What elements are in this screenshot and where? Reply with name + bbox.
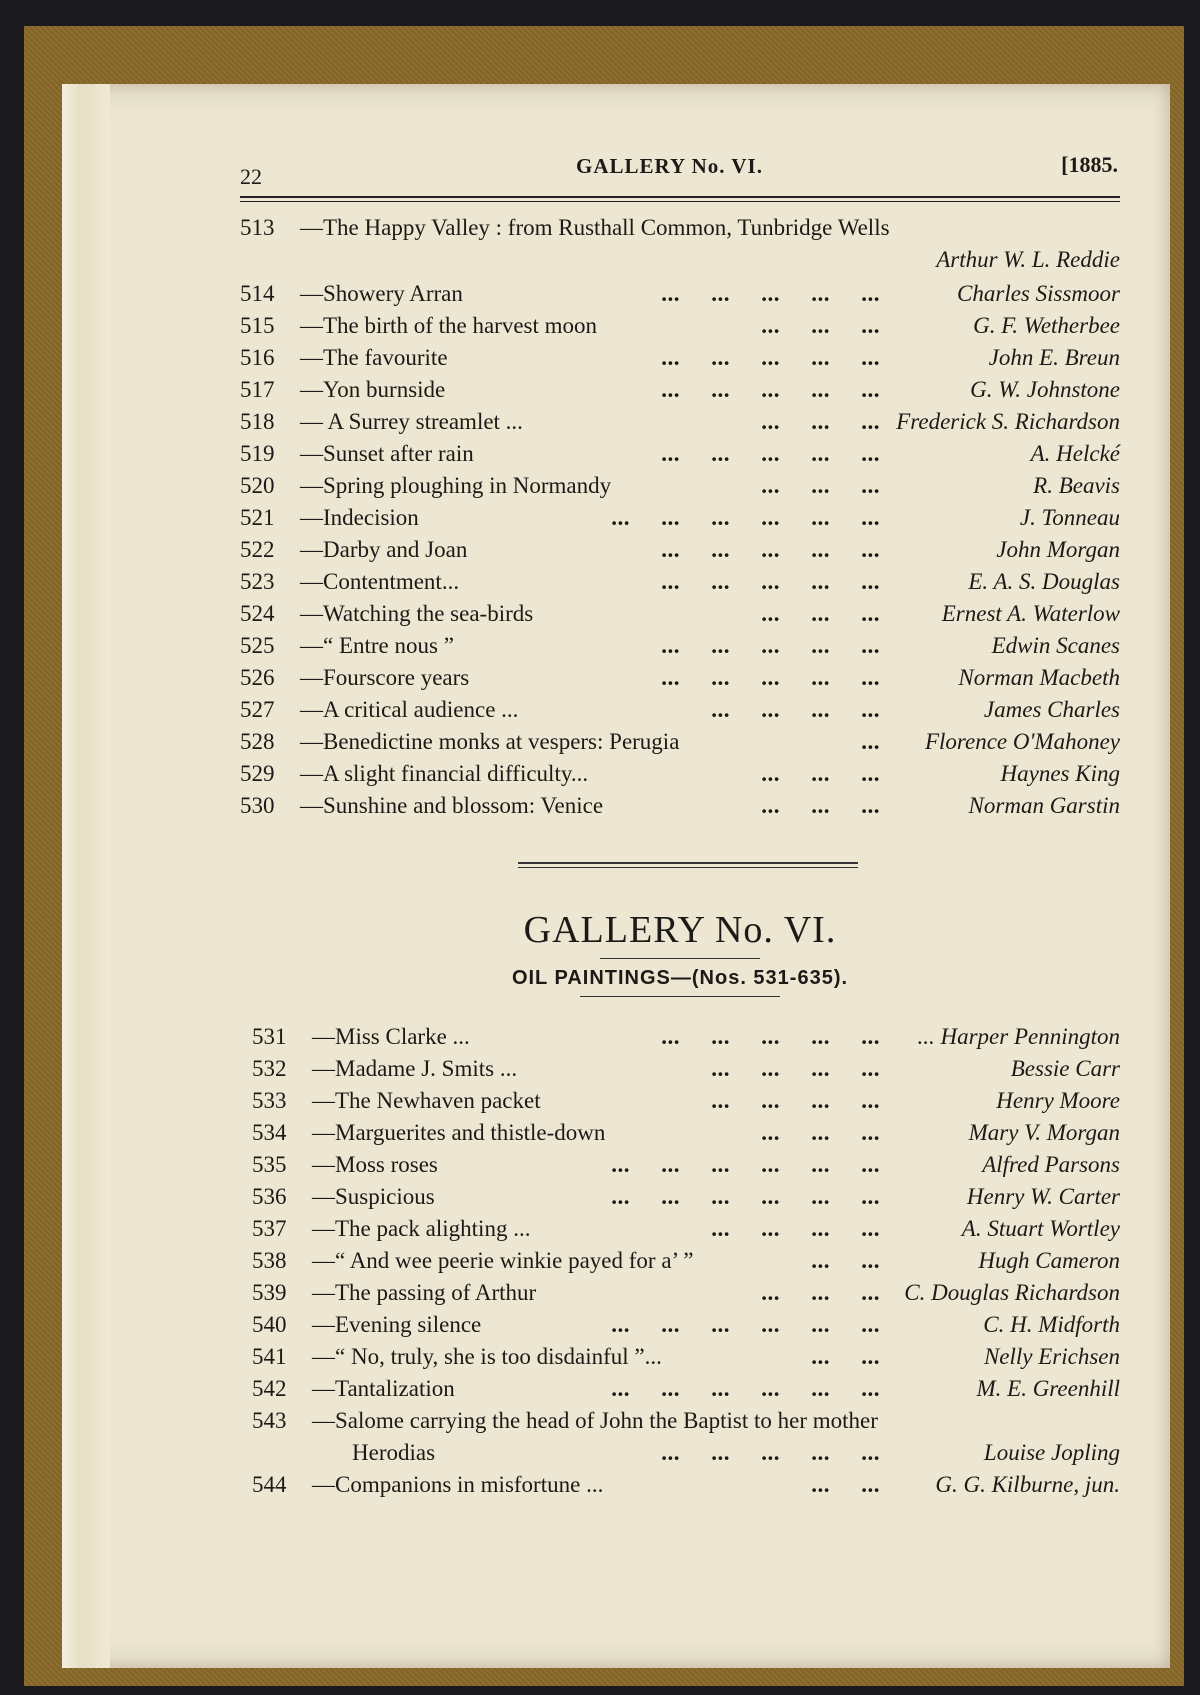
entry-number: 536 [252,1184,287,1209]
dot-leader: ... ... ... ... ... ... [611,1152,880,1177]
dot-leader: ... ... [811,1248,880,1273]
entry-artist: Henry W. Carter [966,1184,1120,1209]
catalogue-entry [240,374,1120,406]
entry-title: —Miss Clarke ... [312,1024,470,1049]
entry-title: —Showery Arran [300,281,463,306]
entry-number: 526 [240,665,275,690]
dot-leader: ... ... ... [761,601,880,626]
catalogue-entry [240,758,1120,790]
first-entry-list [240,212,1120,822]
entry-number: 523 [240,569,275,594]
entry-title: —Marguerites and thistle-down [312,1120,606,1145]
dot-leader: ... ... [811,1472,880,1497]
catalogue-entry [240,212,1120,244]
entry-title: —The pack alighting ... [312,1216,531,1241]
entry-artist: Mary V. Morgan [968,1120,1120,1145]
entry-artist: J. Tonneau [1019,505,1120,530]
entry-title: —Spring ploughing in Normandy [300,473,612,498]
entry-artist: Hugh Cameron [978,1248,1120,1273]
header-rule [240,196,1120,202]
entry-number: 538 [252,1248,287,1273]
section-title: GALLERY No. VI. [523,909,837,951]
entry-number: 517 [240,377,275,402]
entry-artist: M. E. Greenhill [976,1376,1120,1401]
entry-title: —“ And wee peerie winkie payed for a’ ” [312,1248,694,1273]
catalogue-entry-artist-line [240,244,1120,278]
dot-leader: ... ... ... ... ... [661,633,880,658]
catalogue-entry [252,1341,1120,1373]
entry-title: —Benedictine monks at vespers: Perugia [300,729,680,754]
entry-title: —The favourite [300,345,448,370]
catalogue-entry [240,630,1120,662]
catalogue-entry [252,1085,1120,1117]
catalogue-entry [252,1181,1120,1213]
catalogue-entry [240,502,1120,534]
entry-artist: Charles Sissmoor [957,281,1120,306]
entry-title: —The birth of the harvest moon [300,313,598,338]
entry-number: 542 [252,1376,287,1401]
dot-leader: ... ... ... [761,793,880,818]
catalogue-entry [240,694,1120,726]
catalogue-entry [240,790,1120,822]
catalogue-entry [252,1021,1120,1053]
page-content [240,150,1120,1501]
entry-artist: John E. Breun [988,345,1120,370]
entry-title: —The passing of Arthur [312,1280,537,1305]
entry-artist: E. A. S. Douglas [968,569,1120,594]
entry-artist: Ernest A. Waterlow [941,601,1120,626]
catalogue-entry [240,534,1120,566]
entry-title: — A Surrey streamlet ... [300,409,523,434]
entry-title: —Sunshine and blossom: Venice [300,793,604,818]
entry-number: 534 [252,1120,287,1145]
entry-number: 540 [252,1312,287,1337]
catalogue-entry [240,598,1120,630]
entry-number: 530 [240,793,275,818]
entry-number: 518 [240,409,275,434]
entry-title: —“ No, truly, she is too disdainful ”... [312,1344,662,1369]
entry-artist: Frederick S. Richardson [896,409,1120,434]
catalogue-entry [252,1309,1120,1341]
entry-artist: Arthur W. L. Reddie [936,247,1120,272]
catalogue-entry [252,1149,1120,1181]
entry-number: 544 [252,1472,287,1497]
dot-leader: ... ... ... [761,313,880,338]
entry-title: —A slight financial difficulty... [300,761,589,786]
entry-artist: Louise Jopling [983,1440,1120,1465]
dot-leader: ... ... ... ... ... ... [611,1184,880,1209]
entry-title: —Yon burnside [300,377,446,402]
entry-title: —A critical audience ... [300,697,519,722]
catalogue-entry [240,662,1120,694]
entry-title: —Companions in misfortune ... [312,1472,604,1497]
section-subtitle-underline [580,996,780,997]
entry-artist: Norman Garstin [968,793,1120,818]
entry-number: 516 [240,345,275,370]
section-subtitle: OIL PAINTINGS—(Nos. 531-635). [511,967,849,989]
entry-artist: Alfred Parsons [982,1152,1120,1177]
running-head [240,150,1120,190]
catalogue-entry [252,1405,1120,1437]
entry-artist: Norman Macbeth [958,665,1120,690]
entry-number: 532 [252,1056,287,1081]
entry-artist: Florence O'Mahoney [924,729,1120,754]
entry-title: —Salome carrying the head of John the Baptist to her mother [312,1408,878,1433]
entry-artist: Nelly Erichsen [983,1344,1120,1369]
entry-artist: C. Douglas Richardson [904,1280,1120,1305]
entry-artist: R. Beavis [1033,473,1120,498]
entry-title: Herodias [352,1440,436,1465]
entry-number: 539 [252,1280,287,1305]
entry-number: 524 [240,601,275,626]
entry-title: —Indecision [300,505,419,530]
catalogue-entry [240,470,1120,502]
dot-leader: ... ... ... [761,1120,880,1145]
dot-leader: ... ... ... ... ... ... [611,505,880,530]
catalogue-entry [252,1053,1120,1085]
entry-number: 535 [252,1152,287,1177]
entry-artist: A. Stuart Wortley [961,1216,1120,1241]
dot-leader: ... ... [811,1344,880,1369]
entry-number: 520 [240,473,275,498]
dot-leader: ... ... ... ... ... [661,441,880,466]
catalogue-entry [240,438,1120,470]
entry-number: 515 [240,313,275,338]
entry-artist: ... Harper Pennington [917,1024,1120,1049]
entry-title: —Moss roses [312,1152,438,1177]
dot-leader: ... ... ... ... ... [661,1024,880,1049]
entry-number: 529 [240,761,275,786]
entry-title: —Sunset after rain [300,441,474,466]
entry-artist: Henry Moore [996,1088,1120,1113]
page-gutter [62,84,110,1668]
dot-leader: ... ... ... [761,473,880,498]
dot-leader: ... ... ... ... [711,1088,880,1113]
catalogue-entry [240,278,1120,310]
entry-number: 543 [252,1408,287,1433]
entry-title: —Watching the sea-birds [300,601,534,626]
dot-leader: ... ... ... [761,761,880,786]
entry-number: 527 [240,697,275,722]
entry-number: 525 [240,633,275,658]
entry-number: 519 [240,441,275,466]
entry-number: 513 [240,215,275,240]
dot-leader: ... ... ... [761,409,880,434]
dot-leader: ... ... ... ... [711,1056,880,1081]
catalogue-entry [240,406,1120,438]
dot-leader: ... ... ... [761,1280,880,1305]
entry-number: 522 [240,537,275,562]
dot-leader: ... ... ... ... [711,1216,880,1241]
catalogue-entry [240,310,1120,342]
entry-number: 521 [240,505,275,530]
catalogue-entry [240,726,1120,758]
entry-artist: G. G. Kilburne, jun. [935,1472,1120,1497]
entry-artist: Bessie Carr [1010,1056,1120,1081]
entry-artist: Edwin Scanes [991,633,1120,658]
catalogue-entry [252,1213,1120,1245]
catalogue-entry [252,1373,1120,1405]
section-title-underline [600,958,760,959]
entry-title: —Tantalization [312,1376,455,1401]
entry-number: 541 [252,1344,287,1369]
dot-leader: ... ... ... ... ... [661,281,880,306]
entry-title: —Darby and Joan [300,537,468,562]
dot-leader: ... ... ... ... ... [661,345,880,370]
entry-number: 533 [252,1088,287,1113]
entry-artist: G. F. Wetherbee [973,313,1120,338]
catalogue-entry [252,1277,1120,1309]
catalogue-entry [252,1245,1120,1277]
entry-title: —Fourscore years [300,665,470,690]
second-entry-list [240,1021,1120,1501]
entry-title: —Suspicious [312,1184,435,1209]
entry-artist: C. H. Midforth [983,1312,1120,1337]
dot-leader: ... ... ... ... ... ... [611,1312,880,1337]
entry-title: —Evening silence [312,1312,482,1337]
dot-leader: ... ... ... ... ... ... [611,1376,880,1401]
dot-leader: ... ... ... ... ... [661,537,880,562]
entry-title: —Contentment... [300,569,460,594]
entry-number: 531 [252,1024,287,1049]
catalogue-entry [240,566,1120,598]
section-divider [518,862,858,868]
entry-number: 537 [252,1216,287,1241]
dot-leader: ... ... ... ... ... [661,665,880,690]
catalogue-entry [252,1117,1120,1149]
entry-title: —“ Entre nous ” [300,633,454,658]
entry-title: —Madame J. Smits ... [312,1056,518,1081]
entry-artist: A. Helcké [1030,441,1120,466]
catalogue-entry [252,1437,1120,1469]
entry-artist: John Morgan [996,537,1120,562]
entry-title: —The Happy Valley : from Rusthall Common, Tunbridge Wells [300,215,890,240]
running-title: GALLERY No. VI. [576,154,763,178]
dot-leader: ... ... ... ... [711,697,880,722]
entry-artist: Haynes King [1000,761,1120,786]
entry-artist: James Charles [983,697,1120,722]
dot-leader: ... [861,729,880,754]
entry-artist: G. W. Johnstone [970,377,1120,402]
entry-number: 514 [240,281,275,306]
dot-leader: ... ... ... ... ... [661,377,880,402]
dot-leader: ... ... ... ... ... [661,1440,880,1465]
dot-leader: ... ... ... ... ... [661,569,880,594]
page-number: 22 [240,164,262,189]
catalogue-entry [240,342,1120,374]
entry-title: —The Newhaven packet [312,1088,541,1113]
running-year: [1885. [1061,152,1118,177]
catalogue-entry [252,1469,1120,1501]
entry-number: 528 [240,729,275,754]
